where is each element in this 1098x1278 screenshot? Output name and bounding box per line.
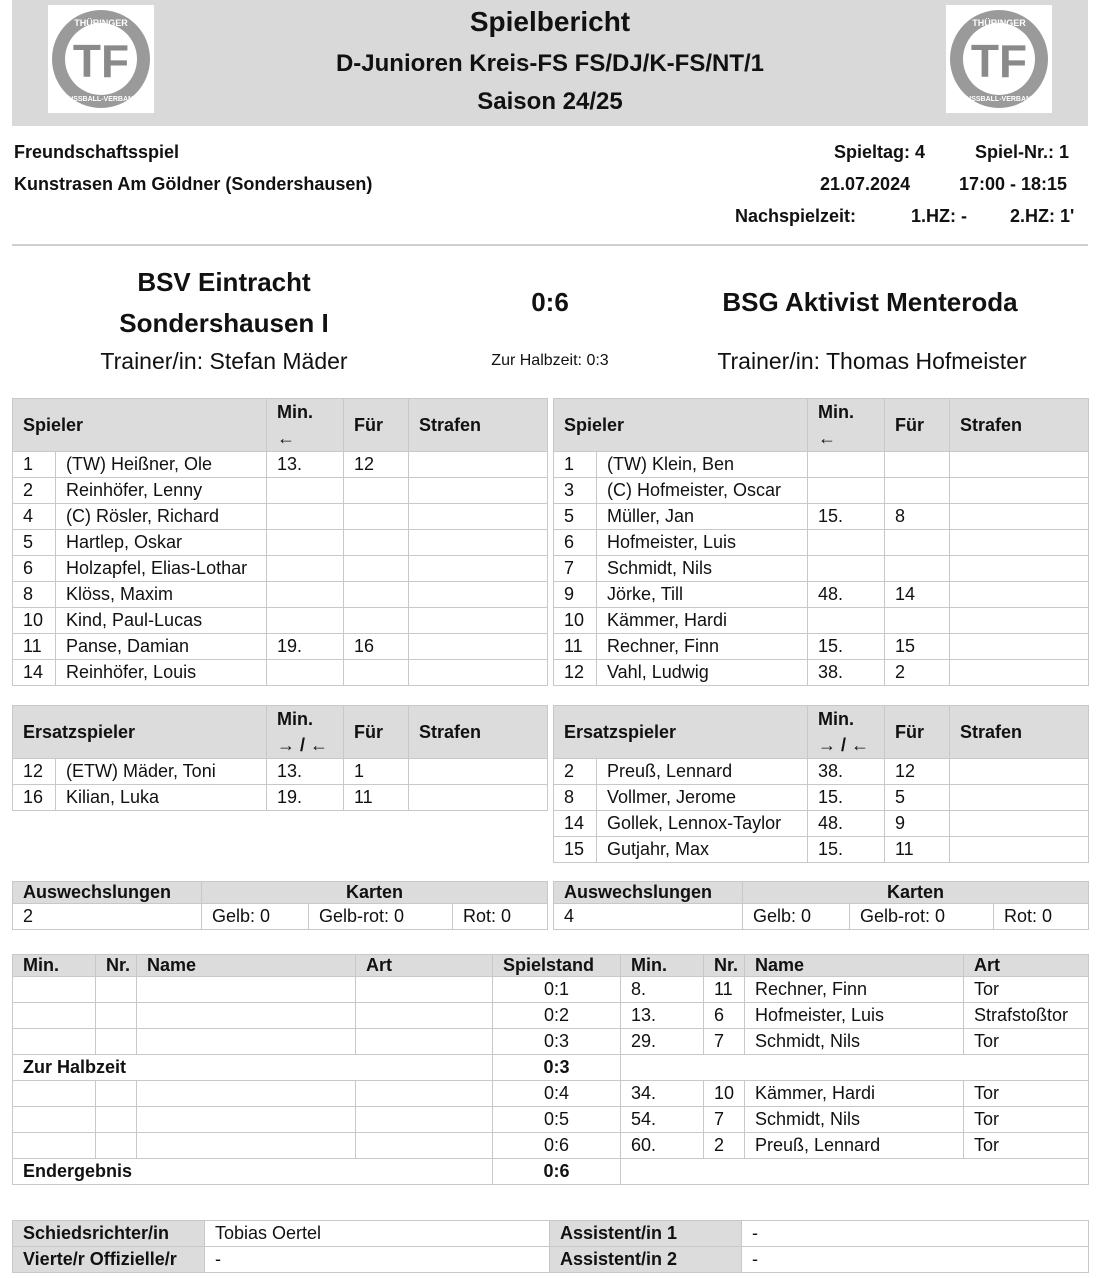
player-sub-for: 15: [885, 634, 950, 660]
player-number: 2: [554, 759, 597, 785]
event-score: 0:1: [493, 977, 621, 1003]
player-sub-minute: 13.: [267, 452, 344, 478]
player-strafen: [950, 556, 1089, 582]
home-auswechslungen-count: 2: [13, 904, 202, 930]
player-number: 14: [554, 811, 597, 837]
event-art-home: [356, 1003, 493, 1029]
event-nr-away: 10: [704, 1081, 745, 1107]
player-sub-for: [885, 608, 950, 634]
event-score: 0:2: [493, 1003, 621, 1029]
player-number: 14: [13, 660, 56, 686]
player-sub-for: [344, 478, 409, 504]
col-min: Min. ←: [267, 399, 344, 452]
player-row: [13, 759, 548, 785]
player-name: Reinhöfer, Louis: [56, 660, 267, 686]
player-number: 8: [554, 785, 597, 811]
event-name-away: Rechner, Finn: [745, 977, 964, 1003]
vierte-name: -: [205, 1247, 550, 1273]
player-number: 11: [13, 634, 56, 660]
player-sub-for: [885, 478, 950, 504]
final-row: [13, 1159, 1089, 1185]
col-ev-name-away: Name: [745, 955, 964, 977]
player-number: 10: [13, 608, 56, 634]
col-min: Min. ←: [808, 399, 885, 452]
event-min-away: 13.: [621, 1003, 704, 1029]
home-subs-table: [12, 705, 548, 811]
col-fuer: Für: [344, 706, 409, 759]
halftime-row: [13, 1055, 1089, 1081]
player-sub-minute: 15.: [808, 504, 885, 530]
player-strafen: [950, 504, 1089, 530]
event-row: [13, 1029, 1089, 1055]
player-sub-for: 12: [885, 759, 950, 785]
player-sub-for: 12: [344, 452, 409, 478]
col-ersatzspieler: Ersatzspieler: [13, 706, 267, 759]
away-team-name: BSG Aktivist Menteroda: [722, 287, 1018, 317]
player-sub-minute: [267, 478, 344, 504]
player-sub-minute: 19.: [267, 634, 344, 660]
player-number: 12: [554, 660, 597, 686]
player-name: Hartlep, Oskar: [56, 530, 267, 556]
player-row: [554, 582, 1089, 608]
logo-top-text: THÜRINGER: [74, 18, 128, 28]
event-min-away: 60.: [621, 1133, 704, 1159]
player-sub-for: [344, 582, 409, 608]
col-fuer: Für: [885, 399, 950, 452]
event-art-away: Tor: [964, 1133, 1089, 1159]
player-sub-for: [344, 660, 409, 686]
player-strafen: [950, 452, 1089, 478]
player-name: Reinhöfer, Lenny: [56, 478, 267, 504]
event-min-home: [13, 1133, 96, 1159]
player-sub-minute: 13.: [267, 759, 344, 785]
player-number: 6: [554, 530, 597, 556]
label-assistent1: Assistent/in 1: [550, 1221, 742, 1247]
col-karten: Karten: [743, 882, 1089, 904]
player-name: Vollmer, Jerome: [597, 785, 808, 811]
nachspielzeit-hz1: 1.HZ: -: [911, 206, 967, 226]
player-strafen: [409, 759, 548, 785]
spiel-nr: Spiel-Nr.: 1: [975, 142, 1070, 162]
event-row: [13, 977, 1089, 1003]
col-ev-min-home: Min.: [13, 955, 96, 977]
player-sub-minute: 48.: [808, 582, 885, 608]
col-ev-art-home: Art: [356, 955, 493, 977]
player-sub-minute: 15.: [808, 837, 885, 863]
player-name: Preuß, Lennard: [597, 759, 808, 785]
player-row: [554, 785, 1089, 811]
player-sub-minute: 15.: [808, 634, 885, 660]
home-team-line2: Sondershausen I: [119, 308, 329, 338]
col-ev-nr-away: Nr.: [704, 955, 745, 977]
player-sub-for: 14: [885, 582, 950, 608]
match-time: 17:00 - 18:15: [959, 174, 1068, 194]
officials-table: [12, 1220, 1089, 1273]
event-name-home: [137, 1029, 356, 1055]
col-ev-name-home: Name: [137, 955, 356, 977]
event-nr-away: 6: [704, 1003, 745, 1029]
event-nr-away: 7: [704, 1107, 745, 1133]
col-strafen: Strafen: [950, 399, 1089, 452]
away-trainer: Trainer/in: Thomas Hofmeister: [717, 348, 1027, 374]
player-name: Gollek, Lennox-Taylor: [597, 811, 808, 837]
event-score: 0:3: [493, 1029, 621, 1055]
player-sub-minute: [267, 582, 344, 608]
player-name: Jörke, Till: [597, 582, 808, 608]
player-strafen: [950, 634, 1089, 660]
event-min-home: [13, 1029, 96, 1055]
player-sub-for: 2: [885, 660, 950, 686]
player-strafen: [409, 556, 548, 582]
player-row: [13, 582, 548, 608]
event-nr-away: 11: [704, 977, 745, 1003]
event-score: 0:5: [493, 1107, 621, 1133]
logo-letters: TF: [72, 35, 130, 87]
event-art-away: Tor: [964, 1081, 1089, 1107]
player-row: [554, 556, 1089, 582]
col-strafen: Strafen: [409, 706, 548, 759]
player-number: 16: [13, 785, 56, 811]
event-name-home: [137, 1133, 356, 1159]
player-strafen: [409, 634, 548, 660]
player-number: 2: [13, 478, 56, 504]
player-name: Kilian, Luka: [56, 785, 267, 811]
col-strafen: Strafen: [950, 706, 1089, 759]
player-sub-for: 8: [885, 504, 950, 530]
event-min-home: [13, 1107, 96, 1133]
logo-top-text: THÜRINGER: [972, 18, 1026, 28]
player-name: Vahl, Ludwig: [597, 660, 808, 686]
player-sub-minute: [267, 556, 344, 582]
match-type: Freundschaftsspiel: [14, 142, 180, 162]
event-nr-home: [96, 1029, 137, 1055]
player-strafen: [950, 582, 1089, 608]
player-sub-minute: [808, 608, 885, 634]
player-sub-minute: [267, 530, 344, 556]
event-name-home: [137, 1003, 356, 1029]
event-nr-home: [96, 1133, 137, 1159]
events-table: [12, 954, 1089, 1185]
player-row: [13, 634, 548, 660]
event-art-away: Tor: [964, 1107, 1089, 1133]
tfv-logo-right: [946, 5, 1052, 113]
player-row: [13, 608, 548, 634]
col-auswechslungen: Auswechslungen: [554, 882, 743, 904]
event-row: [13, 1133, 1089, 1159]
player-sub-minute: [267, 504, 344, 530]
event-min-away: 54.: [621, 1107, 704, 1133]
report-header: [12, 0, 1088, 126]
player-row: [554, 811, 1089, 837]
player-name: Rechner, Finn: [597, 634, 808, 660]
event-nr-home: [96, 1081, 137, 1107]
col-ev-art-away: Art: [964, 955, 1089, 977]
player-strafen: [409, 452, 548, 478]
event-name-away: Schmidt, Nils: [745, 1107, 964, 1133]
event-row: [13, 1081, 1089, 1107]
col-fuer: Für: [885, 706, 950, 759]
col-min: Min. → / ←: [267, 706, 344, 759]
player-strafen: [950, 759, 1089, 785]
player-row: [13, 556, 548, 582]
player-sub-for: [344, 504, 409, 530]
player-sub-for: [885, 452, 950, 478]
col-ev-min-away: Min.: [621, 955, 704, 977]
player-row: [554, 478, 1089, 504]
player-strafen: [950, 785, 1089, 811]
col-karten: Karten: [202, 882, 548, 904]
final-row-score: 0:6: [493, 1159, 621, 1185]
match-date: 21.07.2024: [820, 174, 911, 194]
player-sub-for: 11: [885, 837, 950, 863]
player-strafen: [950, 660, 1089, 686]
player-strafen: [409, 785, 548, 811]
player-row: [13, 504, 548, 530]
event-art-away: Strafstoßtor: [964, 1003, 1089, 1029]
player-sub-minute: 38.: [808, 759, 885, 785]
competition-name: D-Junioren Kreis-FS FS/DJ/K-FS/NT/1: [335, 50, 765, 77]
player-name: (C) Hofmeister, Oscar: [597, 478, 808, 504]
player-strafen: [409, 478, 548, 504]
home-stats-table: [12, 881, 548, 930]
event-min-away: 34.: [621, 1081, 704, 1107]
label-vierte: Vierte/r Offizielle/r: [13, 1247, 205, 1273]
spieltag: Spieltag: 4: [834, 142, 926, 162]
player-name: Schmidt, Nils: [597, 556, 808, 582]
player-strafen: [409, 530, 548, 556]
player-name: (C) Rösler, Richard: [56, 504, 267, 530]
player-sub-for: [344, 530, 409, 556]
player-name: Klöss, Maxim: [56, 582, 267, 608]
col-fuer: Für: [344, 399, 409, 452]
player-strafen: [409, 660, 548, 686]
event-min-away: 29.: [621, 1029, 704, 1055]
away-gelbrot: Gelb-rot: 0: [850, 904, 994, 930]
player-row: [13, 660, 548, 686]
player-row: [13, 530, 548, 556]
player-number: 1: [554, 452, 597, 478]
player-name: (TW) Klein, Ben: [597, 452, 808, 478]
player-name: (TW) Heißner, Ole: [56, 452, 267, 478]
event-score: 0:4: [493, 1081, 621, 1107]
away-gelb: Gelb: 0: [743, 904, 850, 930]
event-art-home: [356, 1081, 493, 1107]
halftime-row-label: Zur Halbzeit: [13, 1055, 493, 1081]
player-row: [13, 478, 548, 504]
event-name-away: Schmidt, Nils: [745, 1029, 964, 1055]
player-number: 6: [13, 556, 56, 582]
player-name: Kämmer, Hardi: [597, 608, 808, 634]
logo-letters: TF: [970, 35, 1028, 87]
player-sub-for: [885, 530, 950, 556]
player-name: Holzapfel, Elias-Lothar: [56, 556, 267, 582]
col-min: Min. → / ←: [808, 706, 885, 759]
report-title: Spielbericht: [469, 6, 631, 37]
home-lineup-table: [12, 398, 548, 686]
player-sub-for: 9: [885, 811, 950, 837]
venue: Kunstrasen Am Göldner (Sondershausen): [14, 174, 373, 194]
player-strafen: [409, 504, 548, 530]
player-sub-minute: 15.: [808, 785, 885, 811]
player-number: 5: [554, 504, 597, 530]
event-art-away: Tor: [964, 977, 1089, 1003]
home-trainer: Trainer/in: Stefan Mäder: [100, 348, 348, 374]
player-sub-minute: [808, 556, 885, 582]
event-name-away: Kämmer, Hardi: [745, 1081, 964, 1107]
nachspielzeit-label: Nachspielzeit:: [735, 206, 857, 226]
player-row: [554, 504, 1089, 530]
player-number: 9: [554, 582, 597, 608]
player-row: [554, 837, 1089, 863]
home-team-name: [44, 262, 404, 344]
player-sub-minute: [267, 608, 344, 634]
event-score: 0:6: [493, 1133, 621, 1159]
player-sub-for: 11: [344, 785, 409, 811]
player-name: Gutjahr, Max: [597, 837, 808, 863]
halftime-row-score: 0:3: [493, 1055, 621, 1081]
player-number: 1: [13, 452, 56, 478]
player-sub-minute: [267, 660, 344, 686]
player-number: 12: [13, 759, 56, 785]
divider: [12, 244, 1088, 246]
player-sub-for: [885, 556, 950, 582]
player-number: 8: [13, 582, 56, 608]
event-art-away: Tor: [964, 1029, 1089, 1055]
player-sub-for: 5: [885, 785, 950, 811]
assistent1-name: -: [742, 1221, 1089, 1247]
col-spieler: Spieler: [13, 399, 267, 452]
final-row-label: Endergebnis: [13, 1159, 493, 1185]
player-name: Hofmeister, Luis: [597, 530, 808, 556]
home-gelb: Gelb: 0: [202, 904, 309, 930]
home-rot: Rot: 0: [453, 904, 548, 930]
player-number: 4: [13, 504, 56, 530]
player-number: 15: [554, 837, 597, 863]
event-name-home: [137, 977, 356, 1003]
event-art-home: [356, 1133, 493, 1159]
event-min-home: [13, 1003, 96, 1029]
player-row: [13, 785, 548, 811]
player-sub-for: [344, 556, 409, 582]
event-name-home: [137, 1107, 356, 1133]
logo-bottom-text: FUSSBALL-VERBAND: [63, 96, 139, 103]
player-number: 11: [554, 634, 597, 660]
event-name-away: Hofmeister, Luis: [745, 1003, 964, 1029]
player-sub-for: 1: [344, 759, 409, 785]
player-row: [554, 634, 1089, 660]
player-strafen: [950, 530, 1089, 556]
home-team-line1: BSV Eintracht: [137, 267, 311, 297]
event-row: [13, 1003, 1089, 1029]
assistent2-name: -: [742, 1247, 1089, 1273]
col-spieler: Spieler: [554, 399, 808, 452]
player-sub-minute: [808, 530, 885, 556]
player-row: [554, 530, 1089, 556]
player-sub-minute: 19.: [267, 785, 344, 811]
event-row: [13, 1107, 1089, 1133]
player-row: [554, 759, 1089, 785]
away-subs-table: [553, 705, 1089, 863]
event-name-away: Preuß, Lennard: [745, 1133, 964, 1159]
event-art-home: [356, 1029, 493, 1055]
label-schiedsrichter: Schiedsrichter/in: [13, 1221, 205, 1247]
away-lineup-table: [553, 398, 1089, 686]
player-strafen: [409, 608, 548, 634]
col-auswechslungen: Auswechslungen: [13, 882, 202, 904]
player-number: 10: [554, 608, 597, 634]
event-art-home: [356, 977, 493, 1003]
player-sub-minute: [808, 478, 885, 504]
player-number: 5: [13, 530, 56, 556]
event-min-away: 8.: [621, 977, 704, 1003]
season: Saison 24/25: [477, 88, 623, 115]
player-sub-minute: [808, 452, 885, 478]
final-row-filler: [621, 1159, 1089, 1185]
player-row: [554, 660, 1089, 686]
player-strafen: [950, 478, 1089, 504]
player-number: 3: [554, 478, 597, 504]
player-row: [554, 608, 1089, 634]
nachspielzeit-hz2: 2.HZ: 1': [1010, 206, 1075, 226]
col-ev-spielstand: Spielstand: [493, 955, 621, 977]
event-nr-home: [96, 977, 137, 1003]
halftime-row-filler: [621, 1055, 1089, 1081]
final-score: 0:6: [531, 287, 569, 317]
halftime-score: Zur Halbzeit: 0:3: [491, 352, 609, 369]
player-sub-for: [344, 608, 409, 634]
schiedsrichter-name: Tobias Oertel: [205, 1221, 550, 1247]
player-name: Kind, Paul-Lucas: [56, 608, 267, 634]
player-sub-for: 16: [344, 634, 409, 660]
player-name: (ETW) Mäder, Toni: [56, 759, 267, 785]
event-nr-away: 2: [704, 1133, 745, 1159]
col-ersatzspieler: Ersatzspieler: [554, 706, 808, 759]
col-ev-nr-home: Nr.: [96, 955, 137, 977]
player-sub-minute: 48.: [808, 811, 885, 837]
away-auswechslungen-count: 4: [554, 904, 743, 930]
player-row: [13, 452, 548, 478]
event-art-home: [356, 1107, 493, 1133]
event-min-home: [13, 977, 96, 1003]
away-stats-table: [553, 881, 1089, 930]
player-name: Müller, Jan: [597, 504, 808, 530]
player-row: [554, 452, 1089, 478]
col-strafen: Strafen: [409, 399, 548, 452]
event-nr-home: [96, 1107, 137, 1133]
player-strafen: [950, 837, 1089, 863]
away-rot: Rot: 0: [994, 904, 1089, 930]
player-number: 7: [554, 556, 597, 582]
event-name-home: [137, 1081, 356, 1107]
event-nr-home: [96, 1003, 137, 1029]
player-strafen: [409, 582, 548, 608]
player-strafen: [950, 811, 1089, 837]
player-strafen: [950, 608, 1089, 634]
player-sub-minute: 38.: [808, 660, 885, 686]
home-gelbrot: Gelb-rot: 0: [309, 904, 453, 930]
label-assistent2: Assistent/in 2: [550, 1247, 742, 1273]
event-min-home: [13, 1081, 96, 1107]
event-nr-away: 7: [704, 1029, 745, 1055]
logo-bottom-text: FUSSBALL-VERBAND: [961, 96, 1037, 103]
player-name: Panse, Damian: [56, 634, 267, 660]
